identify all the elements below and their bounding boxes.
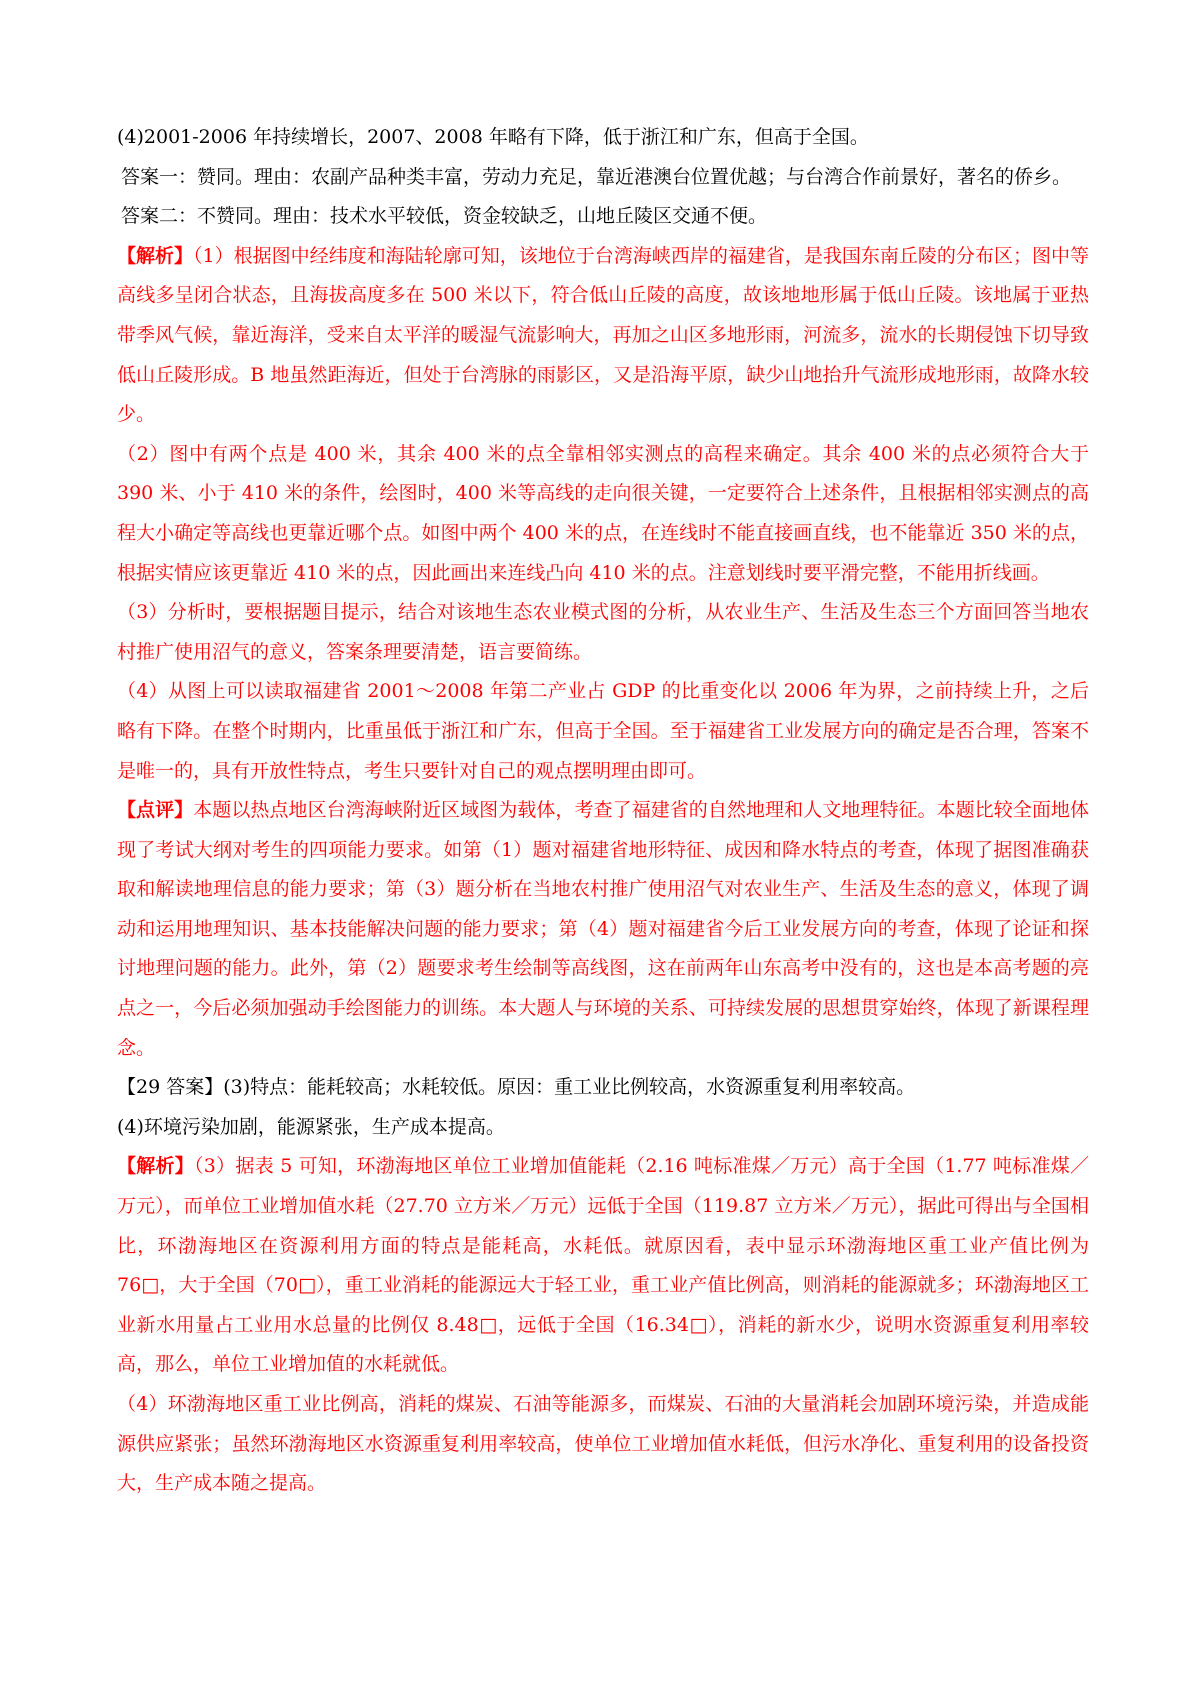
comment-paragraph — [117, 791, 1089, 1068]
analysis-label: 【解析】 — [117, 244, 194, 267]
answer-29-line-4: (4)环境污染加剧，能源紧张，生产成本提高。 — [117, 1115, 505, 1138]
analysis-1-part-2: （2）图中有两个点是 400 米，其余 400 米的点全靠相邻实测点的高程来确定。其余 400 米的点必须符合大于 390 米、小于 410 米的条件，绘图时，400 米等高线的走向很关键，一定要符合上述条件，且根据相邻实测点的高程大小确定等高线也更靠近哪个点。如图中两个 400 米的点，在连线时不能直接画直线，也不能靠近 350 米的点，根据实情应该更靠近 410 米的点，因此画出来连线凸向 410 米的点。注意划线时要平滑完整，不能用折线画。 — [117, 442, 1089, 584]
comment-label: 【点评】 — [117, 799, 194, 822]
document-page — [117, 118, 1089, 1504]
answer-line-4: (4)2001-2006 年持续增长，2007、2008 年略有下降，低于浙江和广东，但高于全国。 — [117, 126, 869, 148]
analysis-1-part-1 — [117, 237, 1089, 435]
comment-text: 本题以热点地区台湾海峡附近区域图为载体，考查了福建省的自然地理和人文地理特征。本题比较全面地体现了考试大纲对考生的四项能力要求。如第（1）题对福建省地形特征、成因和降水特点的考查，体现了据图准确获取和解读地理信息的能力要求；第（3）题分析在当地农村推广使用沼气对农业生产、生活及生态的意义，体现了调动和运用地理知识、基本技能解决问题的能力要求；第（4）题对福建省今后工业发展方向的考查，体现了论证和探讨地理问题的能力。此外，第（2）题要求考生绘制等高线图，这在前两年山东高考中没有的，这也是本高考题的亮点之一，今后必须加强动手绘图能力的训练。本大题人与环境的关系、可持续发展的思想贯穿始终，体现了新课程理念。 — [117, 799, 1089, 1059]
answer-29-label: 【29 答案】 — [117, 1076, 224, 1099]
analysis-1-part-1-text: （1）根据图中经纬度和海陆轮廓可知，该地位于台湾海峡西岸的福建省，是我国东南丘陵的分布区；图中等高线多呈闭合状态，且海拔高度多在 500 米以下，符合低山丘陵的高度，故该地地形属于低山丘陵。该地属于亚热带季风气候，靠近海洋，受来自太平洋的暖湿气流影响大，再加之山区多地形雨，河流多，流水的长期侵蚀下切导致低山丘陵形成。B 地虽然距海近，但处于台湾脉的雨影区，又是沿海平原，缺少山地抬升气流形成地形雨，故降水较少。 — [117, 244, 1089, 426]
analysis-1-part-4: （4）从图上可以读取福建省 2001～2008 年第二产业占 GDP 的比重变化以 2006 年为界，之前持续上升，之后略有下降。在整个时期内，比重虽低于浙江和广东，但高于全国。至于福建省工业发展方向的确定是否合理，答案不是唯一的，具有开放性特点，考生只要针对自己的观点摆明理由即可。 — [117, 680, 1089, 782]
analysis-2-label: 【解析】 — [117, 1155, 195, 1178]
answer-29-line-3 — [117, 1068, 1089, 1108]
answer-option-1: 答案一：赞同。理由：农副产品种类丰富，劳动力充足，靠近港澳台位置优越；与台湾合作前景好，著名的侨乡。 — [121, 165, 1072, 188]
analysis-2-part-3-text: （3）据表 5 可知，环渤海地区单位工业增加值能耗（2.16 吨标准煤／万元）高于全国（1.77 吨标准煤／万元），而单位工业增加值水耗（27.70 立方米／万元）远低于全国（119.87 立方米／万元），据此可得出与全国相比，环渤海地区在资源利用方面的特点是能耗高，水耗低。就原因看，表中显示环渤海地区重工业产值比例为 76□，大于全国（70□），重工业消耗的能源远大于轻工业，重工业产值比例高，则消耗的能源就多；环渤海地区工业新水用量占工业用水总量的比例仅 8.48□，远低于全国（16.34□），消耗的新水少，说明水资源重复利用率较高，那么，单位工业增加值的水耗就低。 — [117, 1155, 1089, 1376]
answer-29-line-3-text: (3)特点：能耗较高；水耗较低。原因：重工业比例较高，水资源重复利用率较高。 — [223, 1076, 916, 1099]
answer-option-2: 答案二：不赞同。理由：技术水平较低，资金较缺乏，山地丘陵区交通不便。 — [121, 205, 768, 228]
analysis-1-part-3: （3）分析时，要根据题目提示，结合对该地生态农业模式图的分析，从农业生产、生活及生态三个方面回答当地农村推广使用沼气的意义，答案条理要清楚，语言要简练。 — [117, 601, 1089, 663]
analysis-2-part-4: （4）环渤海地区重工业比例高，消耗的煤炭、石油等能源多，而煤炭、石油的大量消耗会加剧环境污染，并造成能源供应紧张；虽然环渤海地区水资源重复利用率较高，使单位工业增加值水耗低，但污水净化、重复利用的设备投资大，生产成本随之提高。 — [117, 1393, 1089, 1495]
analysis-2-part-3 — [117, 1147, 1089, 1385]
